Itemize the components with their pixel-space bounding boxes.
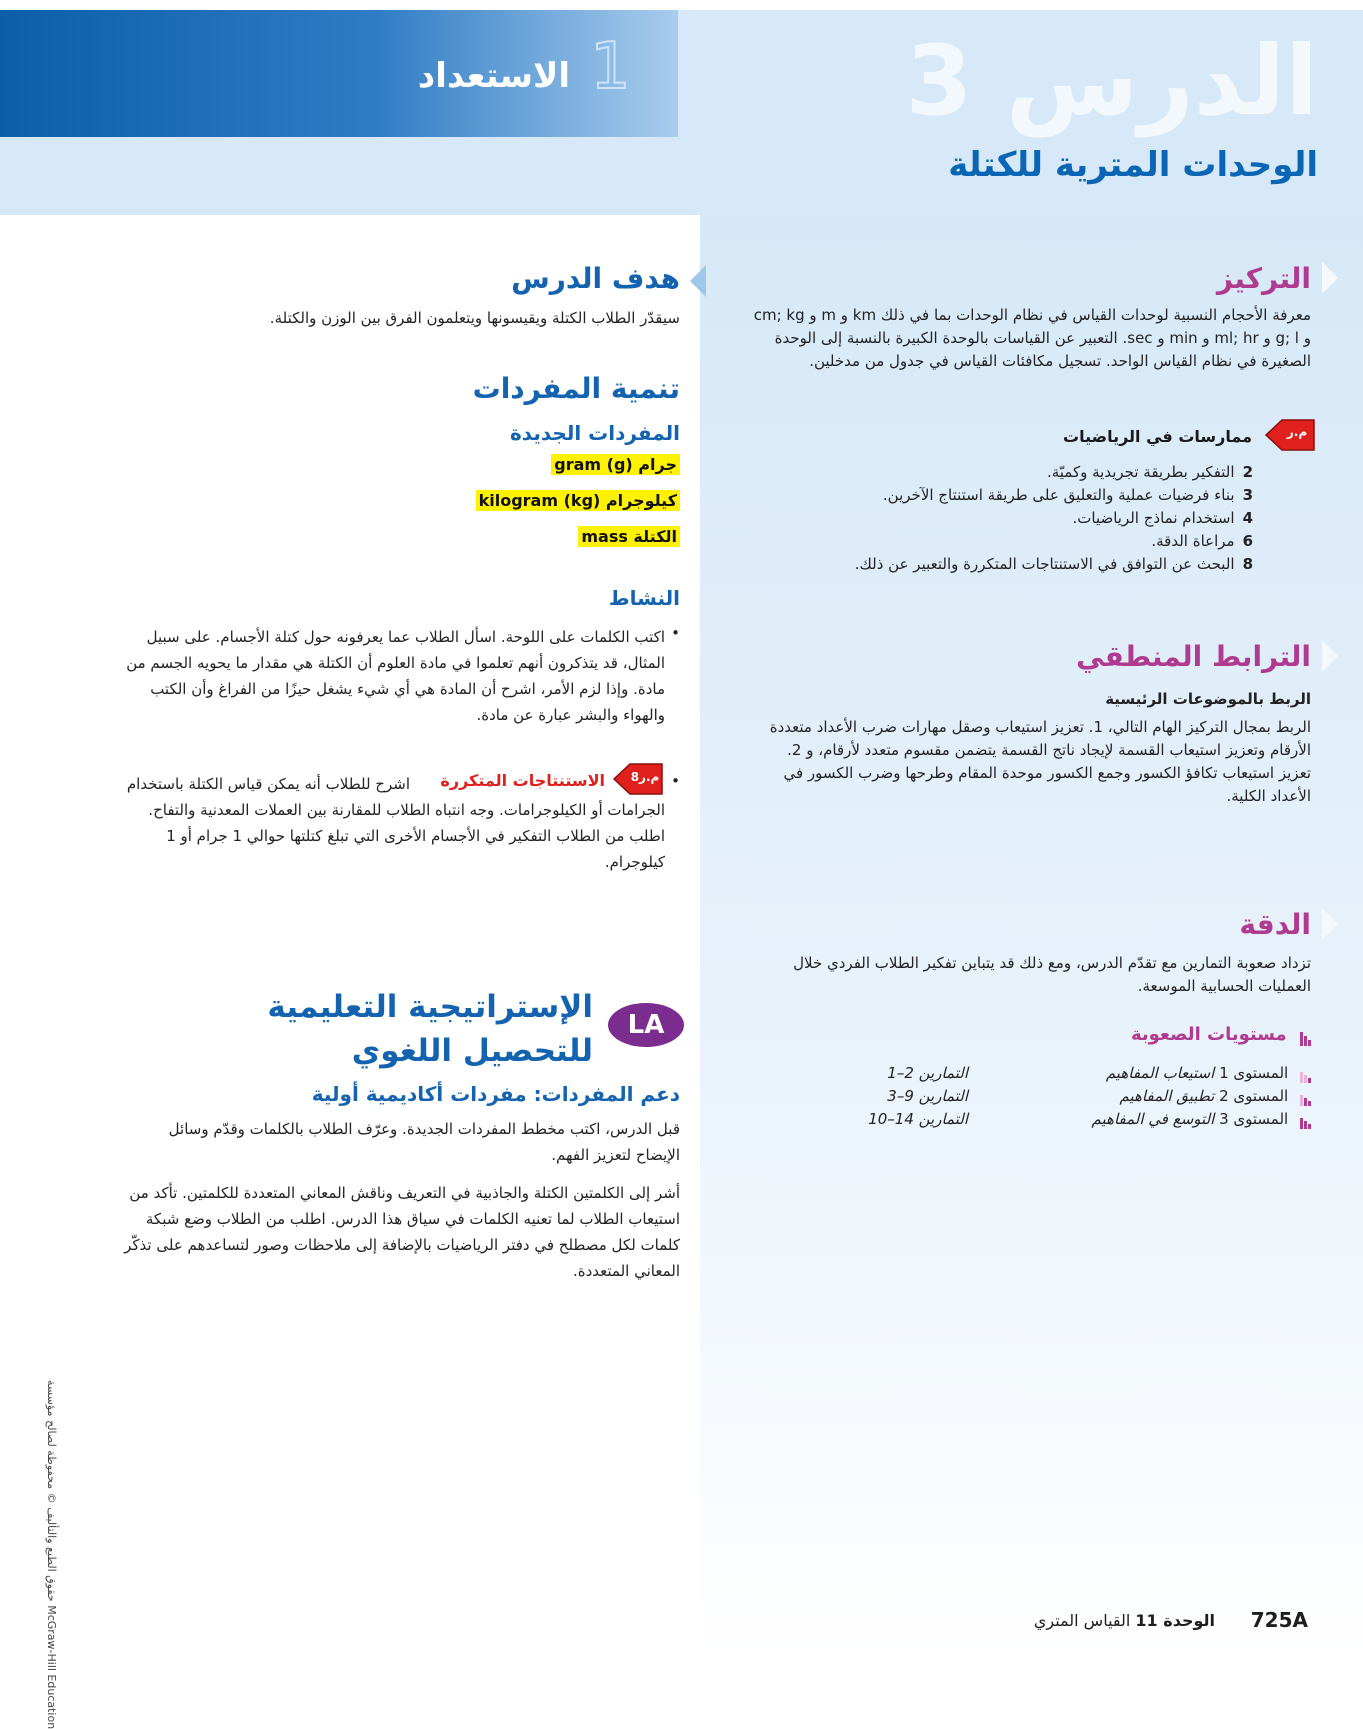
page-number: 725A <box>1250 1608 1308 1632</box>
vocab-term: الكتلة mass <box>578 526 680 547</box>
vocab-item <box>551 455 680 474</box>
practice-item <box>733 553 1253 576</box>
activity-bullet-1: اكتب الكلمات على اللوحة. اسأل الطلاب عما يعرفونه حول كتلة الأجسام. على سبيل المثال، قد يتذكرون أنهم تعلموا في مادة العلوم أن الكتلة هي مقدار ما يحويه الجسم من مادة. وإذا لزم الأمر، اشرح أن المادة هي أي شيء يشغل حيزًا من الفراغ وأن الكتب والهواء والبشر عبارة عن مادة. <box>126 628 665 724</box>
unit-label: الوحدة 11 <box>1135 1611 1215 1630</box>
footer-unit <box>1034 1611 1215 1630</box>
vocab-item <box>476 491 680 510</box>
vocabulary-subheading: المفردات الجديدة <box>510 421 680 445</box>
section-arrow-icon <box>1322 908 1338 940</box>
practice-text: استخدام نماذج الرياضيات. <box>1072 509 1235 527</box>
strategy-heading-2: للتحصيل اللغوي <box>351 1033 593 1069</box>
level-range: التمارين 14–10 <box>868 1110 968 1128</box>
practice-item <box>733 507 1253 530</box>
focus-heading: التركيز <box>1216 262 1311 295</box>
levels-title-text: مستويات الصعوبة <box>1130 1024 1287 1045</box>
coherence-heading: الترابط المنطقي <box>1076 640 1311 673</box>
practices-badge-label: م.ر <box>1286 425 1308 439</box>
activity-heading: النشاط <box>608 586 680 610</box>
coherence-text: الربط بمجال التركيز الهام التالي، 1. تعزيز استيعاب وصقل مهارات ضرب الأعداد متعددة الأرقام وتعزيز استيعاب القسمة لإيجاد ناتج القسمة يتضمن مقسوم متعدد لأرقام، و 2. تعزيز استيعاب تكافؤ الكسور وجمع الكسور موحدة المقام وطرحها وضرب الكسور في الأعداد الكلية. <box>769 718 1311 805</box>
practice-num: 2 <box>1242 463 1253 481</box>
practice-num: 8 <box>1242 555 1253 573</box>
difficulty-bars-icon <box>1299 1065 1311 1083</box>
activity-highlight: الاستنتاجات المتكررة <box>440 771 605 790</box>
level-label: المستوى 3 <box>1219 1110 1289 1128</box>
section-arrow-icon <box>1322 640 1338 672</box>
difficulty-level <box>1021 1087 1311 1106</box>
objective-heading: هدف الدرس <box>511 262 680 295</box>
lesson-subtitle: الوحدات المترية للكتلة <box>948 145 1318 185</box>
level-desc: استيعاب المفاهيم <box>1105 1064 1215 1082</box>
strategy-subheading: دعم المفردات: مفردات أكاديمية أولية <box>311 1082 680 1106</box>
practice-num: 6 <box>1242 532 1253 550</box>
prep-number: 1 <box>590 30 631 104</box>
strategy-heading-1: الإستراتيجية التعليمية <box>267 989 593 1025</box>
bullet-icon: • <box>671 624 680 642</box>
practice-text: التفكير بطريقة تجريدية وكميّة. <box>1046 463 1235 481</box>
section-arrow-icon <box>1322 262 1338 294</box>
rigor-text: تزداد صعوبة التمارين مع تقدّم الدرس، ومع ذلك قد يتباين تفكير الطلاب الفردي خلال العمليات الحسابية الموسعة. <box>793 954 1311 995</box>
practice-item <box>733 530 1253 553</box>
la-badge: LA <box>608 1003 684 1047</box>
practice-text: بناء فرضيات عملية والتعليق على طريقة استنتاج الآخرين. <box>882 486 1235 504</box>
practice-item <box>733 461 1253 484</box>
prep-title: الاستعداد <box>417 56 570 96</box>
difficulty-level <box>1021 1064 1311 1083</box>
difficulty-bars-icon <box>1299 1111 1311 1129</box>
objective-text: سيقدّر الطلاب الكتلة ويقيسونها ويتعلمون الفرق بين الوزن والكتلة. <box>269 309 680 327</box>
strategy-para-1: قبل الدرس، اكتب مخطط المفردات الجديدة. وعرّف الطلاب بالكلمات وقدّم وسائل الإيضاح لتعزيز الفهم. <box>168 1120 680 1164</box>
levels-title <box>1131 1024 1311 1046</box>
level-range: التمارين 2–1 <box>887 1064 968 1082</box>
bullet-icon: • <box>671 772 680 790</box>
coherence-subheading: الربط بالموضوعات الرئيسية <box>1105 690 1311 708</box>
focus-text: معرفة الأحجام النسبية لوحدات القياس في نظام الوحدات بما في ذلك km و m و cm; kg و g; l و ml; hr و min و sec. التعبير عن القياسات بالوحدة الكبيرة بالنسبة إلى الوحدة الصغيرة في نظام القياس الواحد. تسجيل مكافئات القياس في جدول من مدخلين. <box>753 306 1311 370</box>
practice-num: 4 <box>1242 509 1253 527</box>
practices-title: ممارسات في الرياضيات <box>1062 427 1252 446</box>
activity-bullet-2: اشرح للطلاب أنه يمكن قياس الكتلة باستخدام الجرامات أو الكيلوجرامات. وجه انتباه الطلاب للمقارنة بين العملات المعدنية والتفاح. اطلب من الطلاب التفكير في الأجسام الأخرى التي تبلغ كتلتها حوالي 1 جرام أو 1 كيلوجرام. <box>126 775 665 871</box>
practice-text: مراعاة الدقة. <box>1151 532 1235 550</box>
practice-text: البحث عن التوافق في الاستنتاجات المتكررة والتعبير عن ذلك. <box>854 555 1235 573</box>
practice-item <box>733 484 1253 507</box>
vocab-item <box>578 527 680 546</box>
level-range: التمارين 9–3 <box>887 1087 968 1105</box>
difficulty-bars-icon <box>1299 1088 1311 1106</box>
vocab-term: جرام (g) gram <box>551 454 680 475</box>
vocabulary-heading: تنمية المفردات <box>472 372 680 405</box>
level-label: المستوى 1 <box>1219 1064 1289 1082</box>
copyright-note: حقوق الطبع والتأليف © محفوظة لصالح مؤسسة McGraw-Hill Education <box>45 1380 58 1729</box>
strategy-para-2: أشر إلى الكلمتين الكتلة والجاذبية في التعريف وناقش المعاني المتعددة للكلمتين. تأكد من استيعاب الطلاب لما تعنيه الكلمات في سياق هذا الدرس. اطلب من الطلاب وضع شبكة كلمات لكل مصطلح في دفتر الرياضيات بالإضافة إلى ملاحظات وصور لتساعدهم على تذكّر المعاني المتعددة. <box>124 1184 680 1280</box>
practice-badge-label: م.ر8 <box>630 770 660 784</box>
section-arrow-icon <box>690 265 706 297</box>
level-label: المستوى 2 <box>1219 1087 1289 1105</box>
difficulty-level <box>1021 1110 1311 1129</box>
lesson-title: الدرس 3 <box>905 25 1318 137</box>
vocab-term: كيلوجرام (kg) kilogram <box>476 490 680 511</box>
rigor-heading: الدقة <box>1239 908 1311 941</box>
difficulty-bars-icon <box>1299 1025 1311 1046</box>
prep-bar <box>0 10 678 137</box>
level-desc: التوسع في المفاهيم <box>1091 1110 1215 1128</box>
level-desc: تطبيق المفاهيم <box>1119 1087 1215 1105</box>
unit-title: القياس المتري <box>1033 1611 1131 1630</box>
practice-num: 3 <box>1242 486 1253 504</box>
